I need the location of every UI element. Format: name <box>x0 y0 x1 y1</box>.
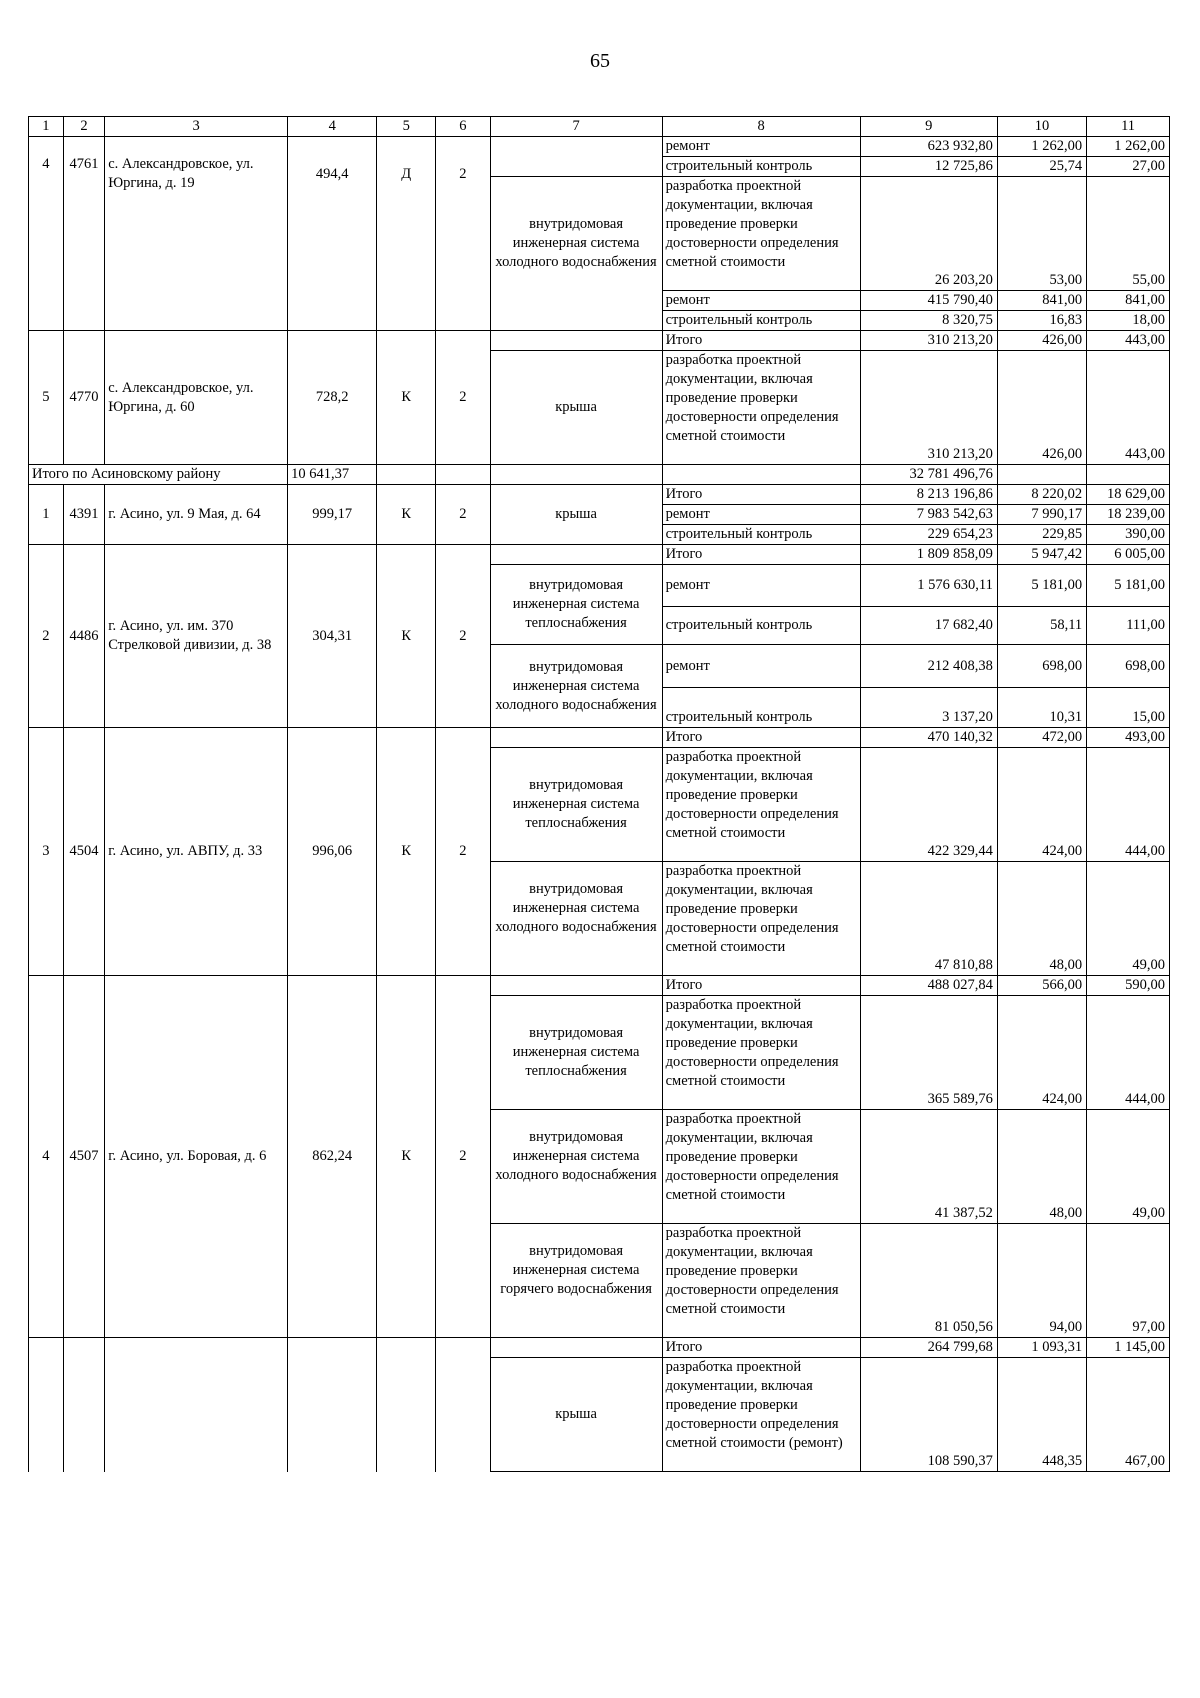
cost-per-sqm: 841,00 <box>997 291 1086 311</box>
empty-cell <box>490 465 662 485</box>
cost-limit: 111,00 <box>1087 607 1170 645</box>
work-system: крыша <box>490 351 662 465</box>
work-type: разработка проектной документации, включая проведение проверки достоверности определения сметной стоимости (ремонт) <box>662 1358 860 1472</box>
house-type: Д <box>377 137 436 331</box>
column-header: 5 <box>377 117 436 137</box>
cost-total: 8 320,75 <box>860 311 997 331</box>
cost-per-sqm: 16,83 <box>997 311 1086 331</box>
row-number: 2 <box>29 545 64 728</box>
work-system: внутридомовая инженерная система холодного водоснабжения <box>490 1110 662 1224</box>
house-category: 2 <box>436 976 490 1338</box>
cost-total: 1 809 858,09 <box>860 545 997 565</box>
column-header: 9 <box>860 117 997 137</box>
cost-limit: 467,00 <box>1087 1358 1170 1472</box>
house-category: 2 <box>436 137 490 331</box>
cost-limit: 698,00 <box>1087 645 1170 688</box>
house-area: 996,06 <box>288 728 377 976</box>
column-header: 2 <box>63 117 104 137</box>
cost-total: 422 329,44 <box>860 748 997 862</box>
work-type: разработка проектной документации, включая проведение проверки достоверности определения сметной стоимости <box>662 1224 860 1338</box>
cost-total: 415 790,40 <box>860 291 997 311</box>
work-system: внутридомовая инженерная система холодного водоснабжения <box>490 645 662 728</box>
cost-limit: 55,00 <box>1087 177 1170 291</box>
cost-total: 212 408,38 <box>860 645 997 688</box>
cost-total: 17 682,40 <box>860 607 997 645</box>
empty-cell <box>105 1338 288 1472</box>
house-id: 4504 <box>63 728 104 976</box>
house-type: К <box>377 331 436 465</box>
row-number: 4 <box>29 976 64 1338</box>
cost-limit: 1 262,00 <box>1087 137 1170 157</box>
cost-per-sqm: 424,00 <box>997 748 1086 862</box>
row-number: 4 <box>29 137 64 331</box>
column-header: 11 <box>1087 117 1170 137</box>
cost-limit: 49,00 <box>1087 1110 1170 1224</box>
cost-per-sqm: 1 262,00 <box>997 137 1086 157</box>
cost-total: 229 654,23 <box>860 525 997 545</box>
cost-per-sqm: 426,00 <box>997 351 1086 465</box>
cost-per-sqm: 5 181,00 <box>997 565 1086 607</box>
cost-per-sqm: 448,35 <box>997 1358 1086 1472</box>
cost-limit: 390,00 <box>1087 525 1170 545</box>
house-address: г. Асино, ул. 9 Мая, д. 64 <box>105 485 288 545</box>
house-address: г. Асино, ул. АВПУ, д. 33 <box>105 728 288 976</box>
cost-limit: 18 629,00 <box>1087 485 1170 505</box>
empty-cell <box>377 1338 436 1472</box>
cost-total: 3 137,20 <box>860 688 997 728</box>
work-type: ремонт <box>662 291 860 311</box>
table-row <box>29 545 1170 565</box>
work-system: внутридомовая инженерная система холодного водоснабжения <box>490 862 662 976</box>
cost-per-sqm: 426,00 <box>997 331 1086 351</box>
cost-limit: 27,00 <box>1087 157 1170 177</box>
empty-cell <box>288 1338 377 1472</box>
row-number: 1 <box>29 485 64 545</box>
work-type: разработка проектной документации, включая проведение проверки достоверности определения сметной стоимости <box>662 996 860 1110</box>
table-row <box>29 728 1170 748</box>
cost-limit: 5 181,00 <box>1087 565 1170 607</box>
cost-per-sqm: 1 093,31 <box>997 1338 1086 1358</box>
cost-limit: 443,00 <box>1087 351 1170 465</box>
work-type: строительный контроль <box>662 525 860 545</box>
column-header: 8 <box>662 117 860 137</box>
cost-limit: 493,00 <box>1087 728 1170 748</box>
district-total-label: Итого по Асиновскому району <box>29 465 288 485</box>
work-type: строительный контроль <box>662 688 860 728</box>
work-type: Итого <box>662 728 860 748</box>
column-header: 6 <box>436 117 490 137</box>
work-type: строительный контроль <box>662 157 860 177</box>
cost-total: 81 050,56 <box>860 1224 997 1338</box>
work-system: крыша <box>490 485 662 545</box>
table-row <box>29 137 1170 157</box>
empty-cell <box>436 1338 490 1472</box>
cost-limit: 6 005,00 <box>1087 545 1170 565</box>
empty-cell <box>662 465 860 485</box>
cost-total: 310 213,20 <box>860 331 997 351</box>
work-system: внутридомовая инженерная система теплоснабжения <box>490 565 662 645</box>
house-id: 4761 <box>63 137 104 331</box>
house-area: 728,2 <box>288 331 377 465</box>
empty-cell <box>29 1338 64 1472</box>
work-type: ремонт <box>662 137 860 157</box>
cost-total: 41 387,52 <box>860 1110 997 1224</box>
cost-per-sqm: 58,11 <box>997 607 1086 645</box>
cost-limit: 15,00 <box>1087 688 1170 728</box>
work-type: Итого <box>662 331 860 351</box>
empty-cell <box>377 465 436 485</box>
work-system: внутридомовая инженерная система теплоснабжения <box>490 748 662 862</box>
work-type: разработка проектной документации, включая проведение проверки достоверности определения сметной стоимости <box>662 1110 860 1224</box>
work-system-empty <box>490 545 662 565</box>
cost-per-sqm: 229,85 <box>997 525 1086 545</box>
work-type: разработка проектной документации, включая проведение проверки достоверности определения сметной стоимости <box>662 748 860 862</box>
cost-limit: 444,00 <box>1087 748 1170 862</box>
house-area: 862,24 <box>288 976 377 1338</box>
work-type: Итого <box>662 485 860 505</box>
column-header: 1 <box>29 117 64 137</box>
work-system: внутридомовая инженерная система холодного водоснабжения <box>490 177 662 331</box>
work-type: разработка проектной документации, включая проведение проверки достоверности определения сметной стоимости <box>662 862 860 976</box>
work-type: Итого <box>662 545 860 565</box>
cost-total: 108 590,37 <box>860 1358 997 1472</box>
house-area: 999,17 <box>288 485 377 545</box>
house-id: 4770 <box>63 331 104 465</box>
work-type: разработка проектной документации, включая проведение проверки достоверности определения сметной стоимости <box>662 351 860 465</box>
cost-per-sqm: 7 990,17 <box>997 505 1086 525</box>
column-header: 4 <box>288 117 377 137</box>
column-header: 3 <box>105 117 288 137</box>
empty-cell <box>1087 465 1170 485</box>
table-row <box>29 331 1170 351</box>
cost-total: 47 810,88 <box>860 862 997 976</box>
cost-limit: 1 145,00 <box>1087 1338 1170 1358</box>
house-area: 304,31 <box>288 545 377 728</box>
work-system-empty <box>490 331 662 351</box>
cost-limit: 443,00 <box>1087 331 1170 351</box>
cost-per-sqm: 472,00 <box>997 728 1086 748</box>
cost-total: 264 799,68 <box>860 1338 997 1358</box>
cost-total: 310 213,20 <box>860 351 997 465</box>
empty-cell <box>436 465 490 485</box>
cost-limit: 97,00 <box>1087 1224 1170 1338</box>
row-number: 3 <box>29 728 64 976</box>
cost-per-sqm: 566,00 <box>997 976 1086 996</box>
house-type: К <box>377 976 436 1338</box>
table-row <box>29 485 1170 505</box>
cost-total: 8 213 196,86 <box>860 485 997 505</box>
work-system-empty <box>490 1338 662 1358</box>
work-type: Итого <box>662 976 860 996</box>
work-type: строительный контроль <box>662 311 860 331</box>
cost-limit: 841,00 <box>1087 291 1170 311</box>
cost-total: 1 576 630,11 <box>860 565 997 607</box>
work-type: строительный контроль <box>662 607 860 645</box>
cost-per-sqm: 48,00 <box>997 1110 1086 1224</box>
cost-per-sqm: 698,00 <box>997 645 1086 688</box>
house-address: с. Александровское, ул. Юргина, д. 19 <box>105 137 288 331</box>
house-type: К <box>377 485 436 545</box>
empty-cell <box>997 465 1086 485</box>
work-system-empty <box>490 976 662 996</box>
column-number-row <box>29 117 1170 137</box>
cost-limit: 49,00 <box>1087 862 1170 976</box>
cost-limit: 590,00 <box>1087 976 1170 996</box>
work-type: ремонт <box>662 505 860 525</box>
house-type: К <box>377 728 436 976</box>
cost-per-sqm: 94,00 <box>997 1224 1086 1338</box>
work-system: внутридомовая инженерная система горячего водоснабжения <box>490 1224 662 1338</box>
house-address: с. Александровское, ул. Юргина, д. 60 <box>105 331 288 465</box>
empty-cell <box>63 1338 104 1472</box>
cost-per-sqm: 25,74 <box>997 157 1086 177</box>
house-area: 494,4 <box>288 137 377 331</box>
cost-total: 12 725,86 <box>860 157 997 177</box>
table-row <box>29 1338 1170 1358</box>
district-total-row <box>29 465 1170 485</box>
house-id: 4486 <box>63 545 104 728</box>
cost-per-sqm: 8 220,02 <box>997 485 1086 505</box>
table-row <box>29 976 1170 996</box>
house-address: г. Асино, ул. Боровая, д. 6 <box>105 976 288 1338</box>
house-address: г. Асино, ул. им. 370 Стрелковой дивизии, д. 38 <box>105 545 288 728</box>
cost-per-sqm: 48,00 <box>997 862 1086 976</box>
cost-total: 365 589,76 <box>860 996 997 1110</box>
row-number: 5 <box>29 331 64 465</box>
cost-total: 7 983 542,63 <box>860 505 997 525</box>
cost-total: 623 932,80 <box>860 137 997 157</box>
house-id: 4507 <box>63 976 104 1338</box>
page-number: 65 <box>590 50 610 72</box>
cost-total: 470 140,32 <box>860 728 997 748</box>
work-type: разработка проектной документации, включая проведение проверки достоверности определения сметной стоимости <box>662 177 860 291</box>
district-total-area: 10 641,37 <box>288 465 377 485</box>
cost-limit: 18,00 <box>1087 311 1170 331</box>
house-category: 2 <box>436 728 490 976</box>
house-category: 2 <box>436 545 490 728</box>
cost-limit: 444,00 <box>1087 996 1170 1110</box>
work-type: ремонт <box>662 645 860 688</box>
cost-per-sqm: 53,00 <box>997 177 1086 291</box>
cost-total: 488 027,84 <box>860 976 997 996</box>
work-type: ремонт <box>662 565 860 607</box>
work-type: Итого <box>662 1338 860 1358</box>
district-total-sum: 32 781 496,76 <box>860 465 997 485</box>
repair-schedule-table <box>28 116 1170 1472</box>
column-header: 10 <box>997 117 1086 137</box>
cost-per-sqm: 5 947,42 <box>997 545 1086 565</box>
house-id: 4391 <box>63 485 104 545</box>
work-system: внутридомовая инженерная система теплоснабжения <box>490 996 662 1110</box>
column-header: 7 <box>490 117 662 137</box>
work-system: крыша <box>490 1358 662 1472</box>
cost-per-sqm: 10,31 <box>997 688 1086 728</box>
work-system-empty <box>490 728 662 748</box>
house-category: 2 <box>436 331 490 465</box>
house-type: К <box>377 545 436 728</box>
house-category: 2 <box>436 485 490 545</box>
work-system-empty <box>490 137 662 177</box>
cost-limit: 18 239,00 <box>1087 505 1170 525</box>
cost-per-sqm: 424,00 <box>997 996 1086 1110</box>
cost-total: 26 203,20 <box>860 177 997 291</box>
